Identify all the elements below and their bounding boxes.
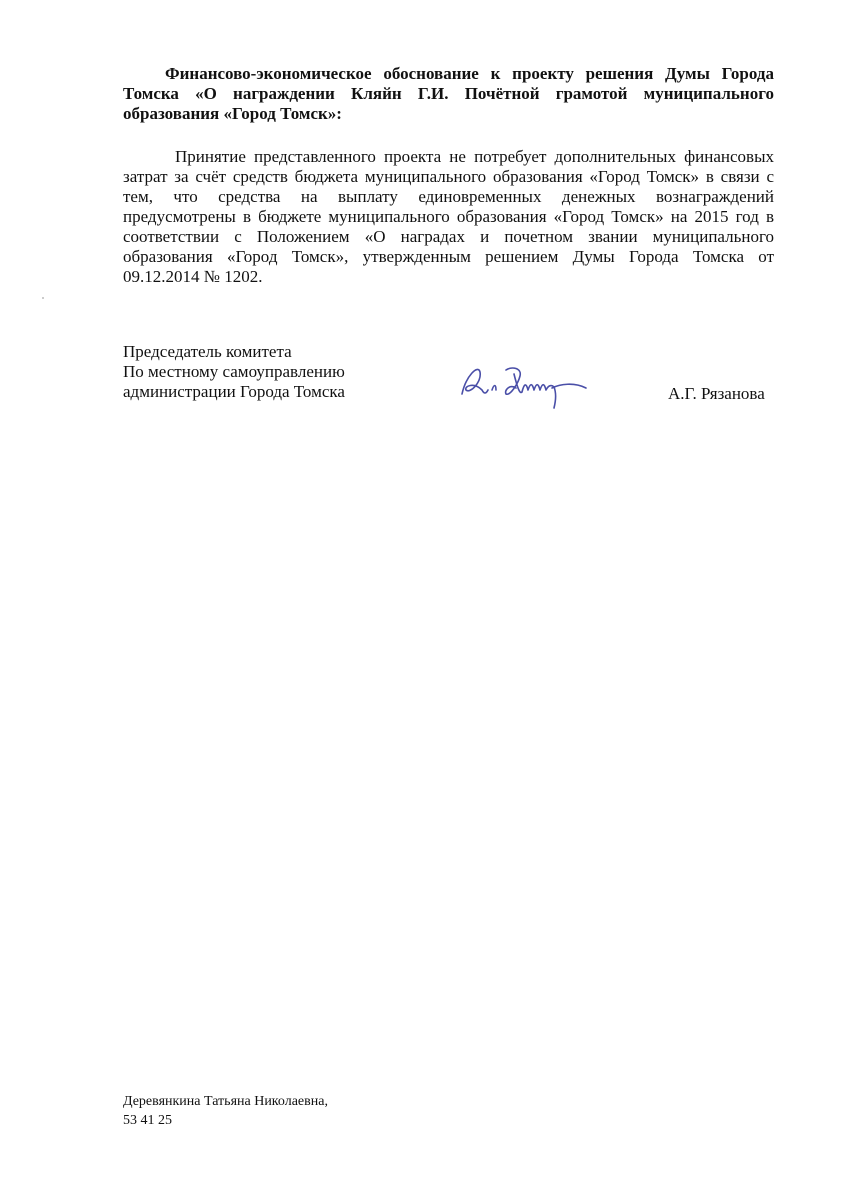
- document-body: Принятие представленного проекта не потребует дополнительных финансовых затрат за счёт средств бюджета муниципального образования «Город Томск» в связи с тем, что средства на выплату единовременных денежных вознаграждений предусмотрены в бюджете муниципального образования «Город Томск» на 2015 год в соответствии с Положением «О наградах и почетном звании муниципального образования «Город Томск», утвержденным решением Думы Города Томска от 09.12.2014 № 1202.: [123, 147, 774, 286]
- contact-phone: 53 41 25: [123, 1113, 172, 1128]
- handwritten-signature: [456, 354, 596, 414]
- contact-info: [123, 1092, 328, 1130]
- signatory-position: [123, 342, 423, 402]
- signatory-position-line-2: По местному самоуправлению: [123, 362, 345, 381]
- signatory-position-line-3: администрации Города Томска: [123, 382, 345, 401]
- signatory-name: А.Г. Рязанова: [668, 384, 765, 403]
- signatory-position-line-1: Председатель комитета: [123, 342, 292, 361]
- contact-name: Деревянкина Татьяна Николаевна,: [123, 1094, 328, 1109]
- document-title: Финансово-экономическое обоснование к проекту решения Думы Города Томска «О награждении Кляйн Г.И. Почётной грамотой муниципального образования «Город Томск»:: [123, 64, 774, 123]
- scan-speck: [42, 297, 44, 299]
